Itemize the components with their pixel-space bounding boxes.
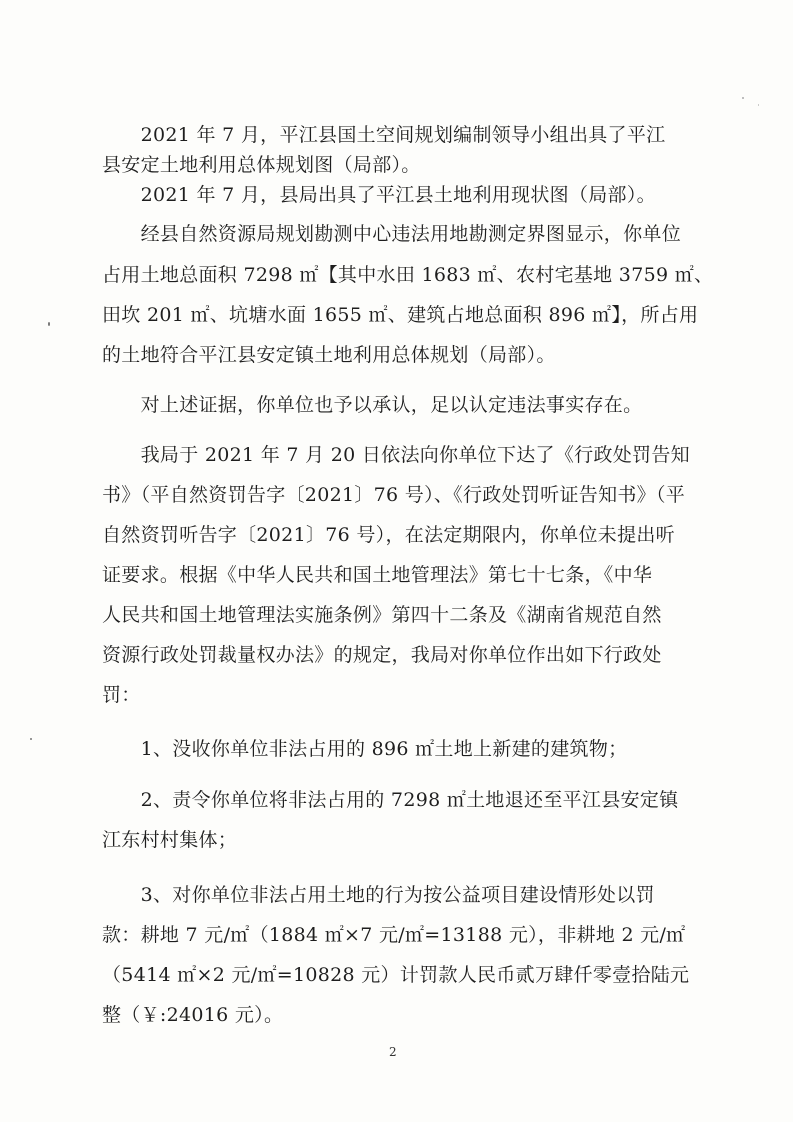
text-line: 证要求。根据《中华人民共和国土地管理法》第七十七条，《中华: [102, 564, 653, 586]
scan-speck: [30, 738, 32, 740]
text-line: 2、责令你单位将非法占用的 7298 ㎡土地退还至平江县安定镇: [102, 789, 679, 811]
text-line: 人民共和国土地管理法实施条例》第四十二条及《湖南省规范自然: [102, 604, 662, 626]
scan-speck: [48, 322, 50, 326]
text-line: 县安定土地利用总体规划图（局部）。: [102, 154, 421, 176]
text-line: 对上述证据，你单位也予以承认，足以认定违法事实存在。: [102, 394, 643, 416]
scan-speck: [758, 104, 759, 106]
text-line: 整（￥:24016 元）。: [102, 1004, 284, 1026]
text-line: 田坎 201 ㎡、坑塘水面 1655 ㎡、建筑占地总面积 896 ㎡】，所占用: [102, 304, 699, 326]
text-line: 2021 年 7 月，平江县国土空间规划编制领导小组出具了平江: [102, 124, 666, 146]
text-line: 我局于 2021 年 7 月 20 日依法向你单位下达了《行政处罚告知: [102, 444, 690, 466]
text-line: 经县自然资源局规划勘测中心违法用地勘测定界图显示，你单位: [102, 223, 682, 245]
scan-speck: [742, 97, 744, 99]
text-line: 江东村村集体；: [102, 829, 238, 851]
text-line: 罚：: [102, 684, 141, 706]
text-line: 款：耕地 7 元/㎡（1884 ㎡×7 元/㎡=13188 元），非耕地 2 元/㎡: [102, 924, 686, 946]
text-line: 2021 年 7 月，县局出具了平江县土地利用现状图（局部）。: [102, 184, 656, 206]
text-line: 占用土地总面积 7298 ㎡【其中水田 1683 ㎡、农村宅基地 3759 ㎡、: [102, 264, 714, 286]
text-line: 自然资罚听告字〔2021〕76 号），在法定期限内，你单位未提出听: [102, 524, 675, 546]
text-line: 资源行政处罚裁量权办法》的规定，我局对你单位作出如下行政处: [102, 644, 662, 666]
text-line: 1、没收你单位非法占用的 896 ㎡土地上新建的建筑物；: [102, 738, 628, 760]
text-line: 的土地符合平江县安定镇土地利用总体规划（局部）。: [102, 344, 556, 366]
page-number: 2: [389, 1045, 397, 1059]
text-line: （5414 ㎡×2 元/㎡=10828 元）计罚款人民币贰万肆仟零壹拾陆元: [102, 964, 690, 986]
text-line: 3、对你单位非法占用土地的行为按公益项目建设情形处以罚: [102, 884, 655, 906]
text-line: 书》（平自然资罚告字〔2021〕76 号）、《行政处罚听证告知书》（平: [102, 484, 686, 506]
